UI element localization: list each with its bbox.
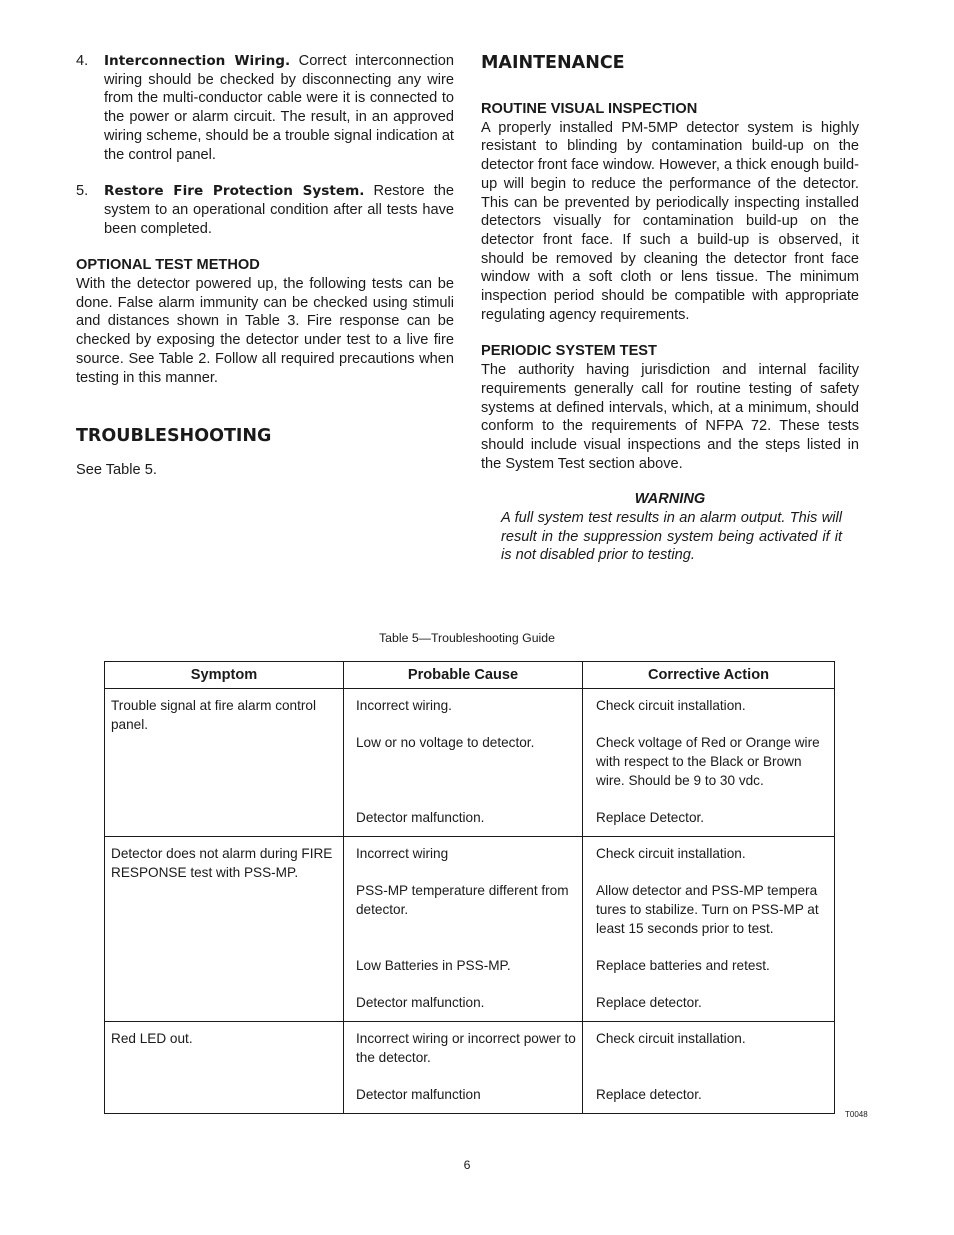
step-text: Restore the system to an operational condition after all tests have been completed. bbox=[104, 183, 454, 237]
symptom-cell bbox=[105, 689, 344, 837]
maintenance-heading: MAINTENANCE bbox=[481, 53, 625, 73]
cause-text: Detector malfunction bbox=[356, 1087, 481, 1103]
symptom-text: Red LED out. bbox=[111, 1031, 193, 1047]
step-title: Restore Fire Protection System. bbox=[104, 183, 365, 200]
action-text: Check circuit installation. bbox=[596, 1031, 746, 1047]
cause-text: PSS-MP temperature different from detector. bbox=[356, 883, 569, 917]
page-number: 6 bbox=[463, 1158, 471, 1172]
action-text: Allow detector and PSS-MP tempera tures to stabilize. Turn on PSS-MP at least 15 seconds prior to test. bbox=[596, 883, 819, 936]
troubleshooting-text: See Table 5. bbox=[76, 462, 157, 479]
routine-inspection-heading: ROUTINE VISUAL INSPECTION bbox=[481, 101, 698, 117]
step-number: 5. bbox=[76, 183, 89, 200]
table-row bbox=[105, 689, 835, 837]
step-interconnection-wiring bbox=[76, 52, 454, 164]
optional-test-text: With the detector powered up, the following tests can be done. False alarm immunity can be checked using stimuli and distances shown in Table 3. Fire response can be checked by exposing the detector under test to a live fire source. See Table 2. Follow all required precautions when testing in this manner. bbox=[76, 276, 454, 386]
action-text: Replace detector. bbox=[596, 1086, 702, 1102]
table-header-row bbox=[105, 662, 835, 689]
action-cell bbox=[583, 689, 835, 837]
action-text: Replace detector. bbox=[596, 995, 702, 1011]
step-number: 4. bbox=[76, 53, 89, 69]
header-probable-cause: Probable Cause bbox=[344, 662, 583, 689]
table-caption: Table 5—Troubleshooting Guide bbox=[379, 631, 555, 645]
warning-text: A full system test results in an alarm output. This will result in the suppression system being activated if it is not disabled prior to testing. bbox=[501, 510, 842, 564]
cause-text: Incorrect wiring or incorrect power to the detector. bbox=[356, 1031, 576, 1065]
action-text: Check voltage of Red or Orange wire with respect to the Black or Brown wire. Should be 9 to 30 vdc. bbox=[596, 735, 820, 788]
step-restore-fire-protection bbox=[76, 182, 454, 238]
optional-test-heading: OPTIONAL TEST METHOD bbox=[76, 257, 260, 274]
cause-text: Low or no voltage to detector. bbox=[356, 735, 535, 751]
action-cell bbox=[583, 1022, 835, 1114]
left-column bbox=[76, 52, 454, 480]
step-title: Interconnection Wiring. bbox=[104, 53, 291, 69]
action-text: Replace batteries and retest. bbox=[596, 958, 770, 974]
cause-cell bbox=[344, 689, 583, 837]
action-text: Replace Detector. bbox=[596, 810, 705, 826]
symptom-cell bbox=[105, 836, 344, 1021]
routine-inspection-text: A properly installed PM-5MP detector system is highly resistant to blinding by contamination build-up on the detector front face window. However, a thick enough build-up will begin to reduce the performance of the detector. This can be prevented by periodically inspecting installed detectors visually for contamination build-up on the detector front face. If such a build-up is observed, it should be removed by cleaning the detector front face window with a soft cloth or lens tissue. The minimum inspection period should be compatible with appropriate regulating agency requirements. bbox=[481, 119, 859, 323]
periodic-test-text: The authority having jurisdiction and internal facility requirements generally call for routine testing of safety systems at defined intervals, which, at a minimum, should conform to the requirements of NFPA 72. These tests should include visual inspections and the steps listed in the System Test section above. bbox=[481, 362, 859, 472]
cause-text: Detector malfunction. bbox=[356, 995, 485, 1011]
header-symptom: Symptom bbox=[105, 662, 344, 689]
troubleshooting-table bbox=[104, 661, 835, 1114]
figure-code: T0048 bbox=[845, 1110, 868, 1119]
troubleshooting-heading: TROUBLESHOOTING bbox=[76, 426, 272, 447]
cause-text: Incorrect wiring bbox=[356, 845, 449, 861]
periodic-test-heading: PERIODIC SYSTEM TEST bbox=[481, 343, 657, 360]
table-row bbox=[105, 1022, 835, 1114]
cause-text: Low Batteries in PSS-MP. bbox=[356, 957, 511, 973]
table-row bbox=[105, 836, 835, 1021]
symptom-text: Detector does not alarm during FIRE RESPONSE test with PSS-MP. bbox=[111, 845, 333, 880]
cause-cell bbox=[344, 836, 583, 1021]
symptom-text: Trouble signal at fire alarm control panel. bbox=[111, 698, 317, 732]
action-cell bbox=[583, 836, 835, 1021]
step-text: Correct interconnection wiring should be checked by disconnecting any wire from the multi-conductor cable were it is connected to the power or alarm circuit. The result, in an approved wiring scheme, should be a trouble signal indication at the control panel. bbox=[104, 53, 454, 163]
right-column bbox=[481, 52, 859, 565]
symptom-cell bbox=[105, 1022, 344, 1114]
cause-text: Detector malfunction. bbox=[356, 810, 485, 826]
warning-title: WARNING bbox=[634, 491, 706, 508]
action-text: Check circuit installation. bbox=[596, 698, 746, 713]
action-text: Check circuit installation. bbox=[596, 845, 746, 861]
header-corrective-action: Corrective Action bbox=[583, 662, 835, 689]
cause-cell bbox=[344, 1022, 583, 1114]
cause-text: Incorrect wiring. bbox=[356, 698, 452, 713]
